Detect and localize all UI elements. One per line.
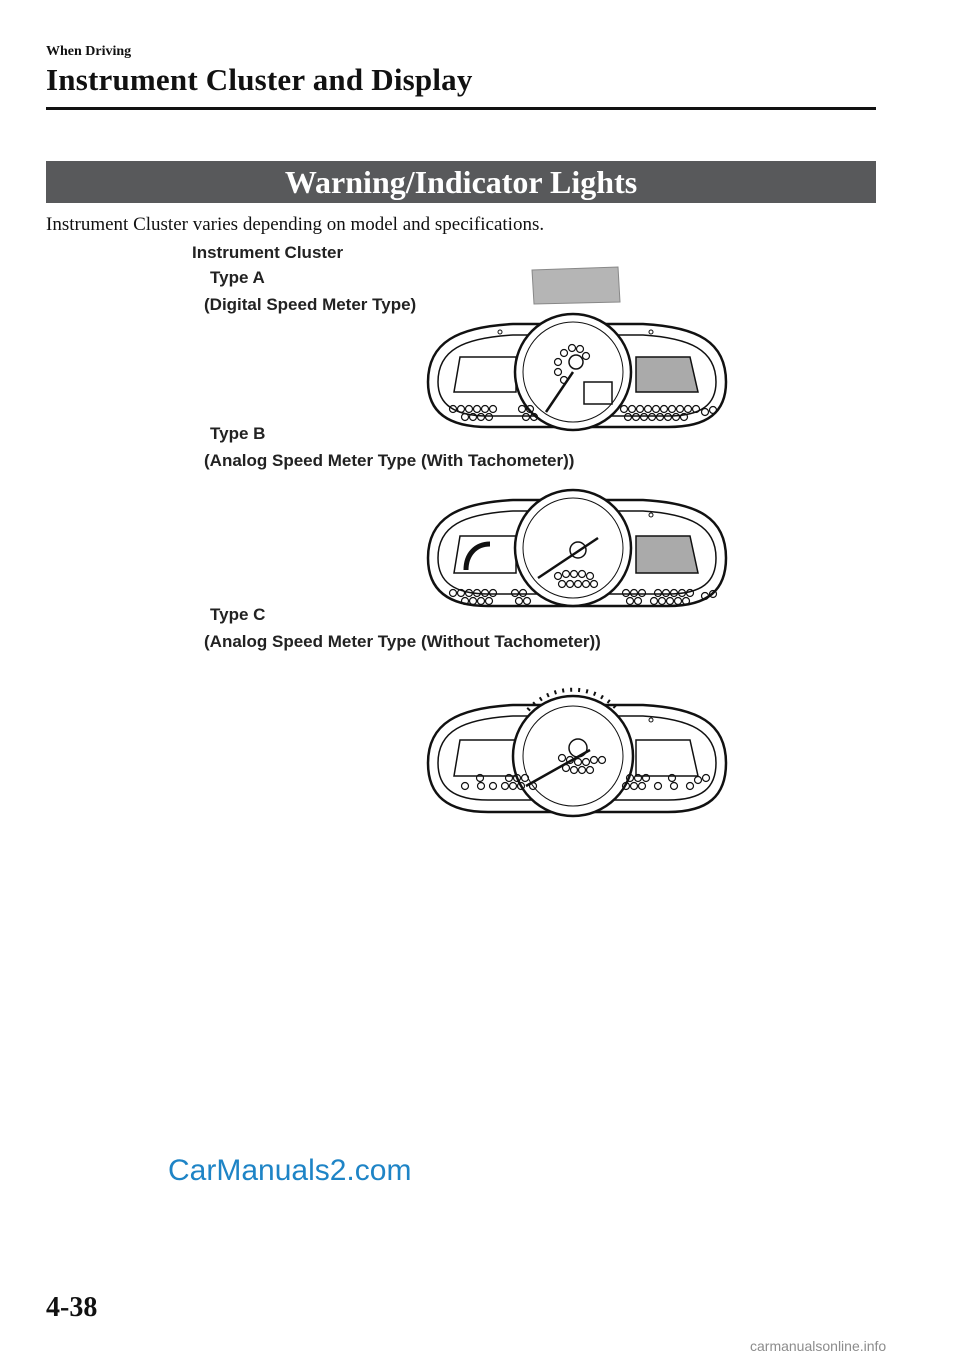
type-c-description: (Analog Speed Meter Type (Without Tachometer)) xyxy=(204,632,601,651)
type-b-label: Type B xyxy=(210,424,266,443)
watermark-logo: CarManuals2.com xyxy=(168,1154,412,1187)
speedometer xyxy=(515,490,631,606)
cluster-type-c-illustration xyxy=(418,668,734,826)
page-number: 4-38 xyxy=(46,1292,98,1323)
cluster-type-b-illustration xyxy=(418,478,734,618)
header-rule xyxy=(46,107,876,110)
cluster-type-a-illustration xyxy=(418,262,734,440)
figure-title: Instrument Cluster xyxy=(192,243,344,262)
right-display xyxy=(636,357,698,392)
section-title: When Driving xyxy=(46,44,132,59)
type-a-description: (Digital Speed Meter Type) xyxy=(204,295,417,314)
intro-text: Instrument Cluster varies depending on model and specifications. xyxy=(46,214,545,235)
head-up-display xyxy=(532,267,620,304)
footer-source: carmanualsonline.info xyxy=(750,1338,887,1354)
type-b-description: (Analog Speed Meter Type (With Tachometer)) xyxy=(204,451,575,470)
chapter-title: Instrument Cluster and Display xyxy=(46,62,473,97)
type-c-label: Type C xyxy=(210,605,266,624)
section-banner: Warning/Indicator Lights xyxy=(46,161,876,203)
type-a-label: Type A xyxy=(210,268,265,287)
right-display xyxy=(636,536,698,573)
